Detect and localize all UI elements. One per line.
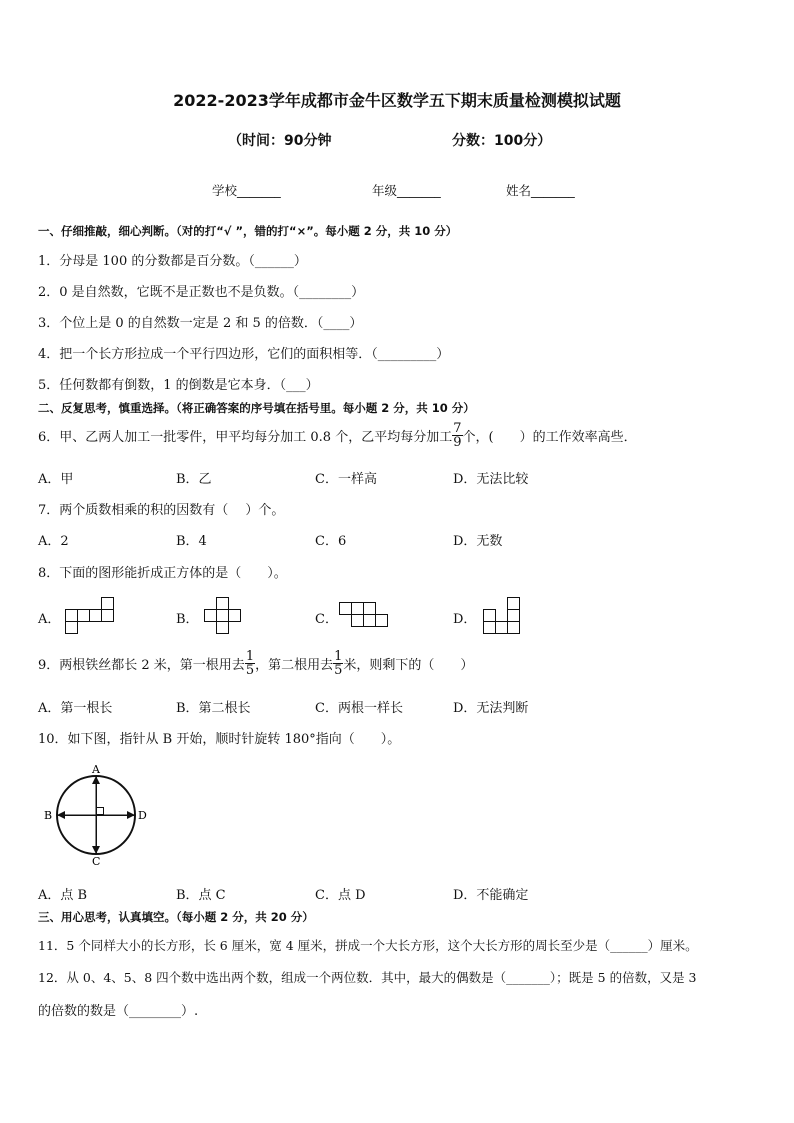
q6-option-a: A．甲	[38, 472, 74, 487]
question-7: 7．两个质数相乘的积的因数有（ ）个。	[38, 503, 285, 518]
q7-option-c: C．6	[315, 534, 347, 549]
cube-net-d-icon	[482, 596, 524, 636]
q8-option-b: B．	[176, 612, 199, 627]
question-6-text-before: 6．甲、乙两人加工一批零件，甲平均每分加工 0.8 个，乙平均每分加工	[38, 430, 453, 445]
question-5: 5．任何数都有倒数，1 的倒数是它本身．（___）	[38, 378, 319, 393]
dial-label-d: D	[138, 809, 147, 822]
dial-label-c: C	[92, 855, 101, 868]
q7-option-d: D．无数	[453, 534, 503, 549]
fraction-numerator: 1	[334, 649, 343, 664]
question-1: 1．分母是 100 的分数都是百分数。（______）	[38, 254, 307, 269]
q6-option-d: D．无法比较	[453, 472, 529, 487]
fraction-numerator: 1	[245, 649, 255, 664]
q6-option-b: B．乙	[176, 472, 212, 487]
question-9-fraction-2	[333, 650, 343, 677]
question-6-text-after: 个，( ）的工作效率高些．	[462, 430, 637, 445]
q7-option-a: A．2	[38, 534, 69, 549]
fraction-denominator: 5	[334, 663, 343, 678]
cube-net-a-icon	[64, 596, 116, 634]
question-8: 8．下面的图形能折成正方体的是（ ）。	[38, 566, 287, 581]
question-6-fraction	[452, 422, 462, 449]
cube-net-c-icon	[338, 601, 390, 629]
cube-net-b-icon	[203, 596, 243, 636]
dial-label-b: B	[44, 809, 53, 822]
q10-option-b: B．点 C	[176, 888, 226, 903]
question-2: 2．0 是自然数，它既不是正数也不是负数。（________）	[38, 285, 365, 300]
question-6	[38, 422, 637, 449]
question-9	[38, 650, 473, 677]
dial-diagram	[38, 760, 158, 870]
exam-score: 分数：100分）	[452, 133, 552, 149]
question-9-text-1: 9．两根铁丝都长 2 米，第一根用去	[38, 658, 245, 673]
q7-option-b: B．4	[176, 534, 207, 549]
question-10: 10．如下图，指针从 B 开始，顺时针旋转 180°指向（ ）。	[38, 732, 401, 747]
section-3-heading: 三、用心思考，认真填空。（每小题 2 分，共 20 分）	[38, 910, 314, 924]
question-4: 4．把一个长方形拉成一个平行四边形，它们的面积相等．（_________）	[38, 347, 450, 362]
fraction-denominator: 9	[453, 435, 462, 450]
question-11: 11．5 个同样大小的长方形，长 6 厘米，宽 4 厘米，拼成一个大长方形，这个大长方形的周长至少是（______）厘米。	[38, 938, 698, 953]
q10-option-a: A．点 B	[38, 888, 88, 903]
question-9-text-2: ，第二根用去	[255, 658, 334, 673]
question-9-fraction-1	[245, 650, 255, 677]
section-1-heading: 一、仔细推敲，细心判断。（对的打“√ ”，错的打“×”。每小题 2 分，共 10 分）	[38, 224, 458, 238]
fraction-denominator: 5	[245, 663, 255, 678]
question-12-line-2: 的倍数的数是（________）.	[38, 1004, 199, 1019]
question-3: 3．个位上是 0 的自然数一定是 2 和 5 的倍数．（____）	[38, 316, 363, 331]
name-field: 姓名_______	[506, 183, 575, 198]
fraction-numerator: 7	[453, 421, 462, 436]
page-title: 2022-2023学年成都市金牛区数学五下期末质量检测模拟试题	[173, 91, 621, 110]
q9-option-b: B．第二根长	[176, 701, 251, 716]
q8-option-a: A．	[38, 612, 61, 627]
q10-option-d: D．不能确定	[453, 888, 529, 903]
q8-option-d: D．	[453, 612, 477, 627]
question-12-line-1: 12．从 0、4、5、8 四个数中选出两个数，组成一个两位数．其中，最大的偶数是（_______）；既是 5 的倍数，又是 3	[38, 970, 697, 985]
q10-option-c: C．点 D	[315, 888, 366, 903]
q9-option-d: D．无法判断	[453, 701, 529, 716]
q9-option-a: A．第一根长	[38, 701, 113, 716]
exam-time: （时间：90分钟	[228, 133, 332, 149]
q8-option-c: C．	[315, 612, 338, 627]
section-2-heading: 二、反复思考，慎重选择。（将正确答案的序号填在括号里。每小题 2 分，共 10 分）	[38, 401, 475, 415]
q9-option-c: C．两根一样长	[315, 701, 403, 716]
grade-field: 年级_______	[372, 183, 441, 198]
school-field: 学校_______	[212, 183, 281, 198]
dial-label-a: A	[92, 763, 100, 776]
question-9-text-3: 米，则剩下的（ ）	[343, 658, 474, 673]
q6-option-c: C．一样高	[315, 472, 377, 487]
